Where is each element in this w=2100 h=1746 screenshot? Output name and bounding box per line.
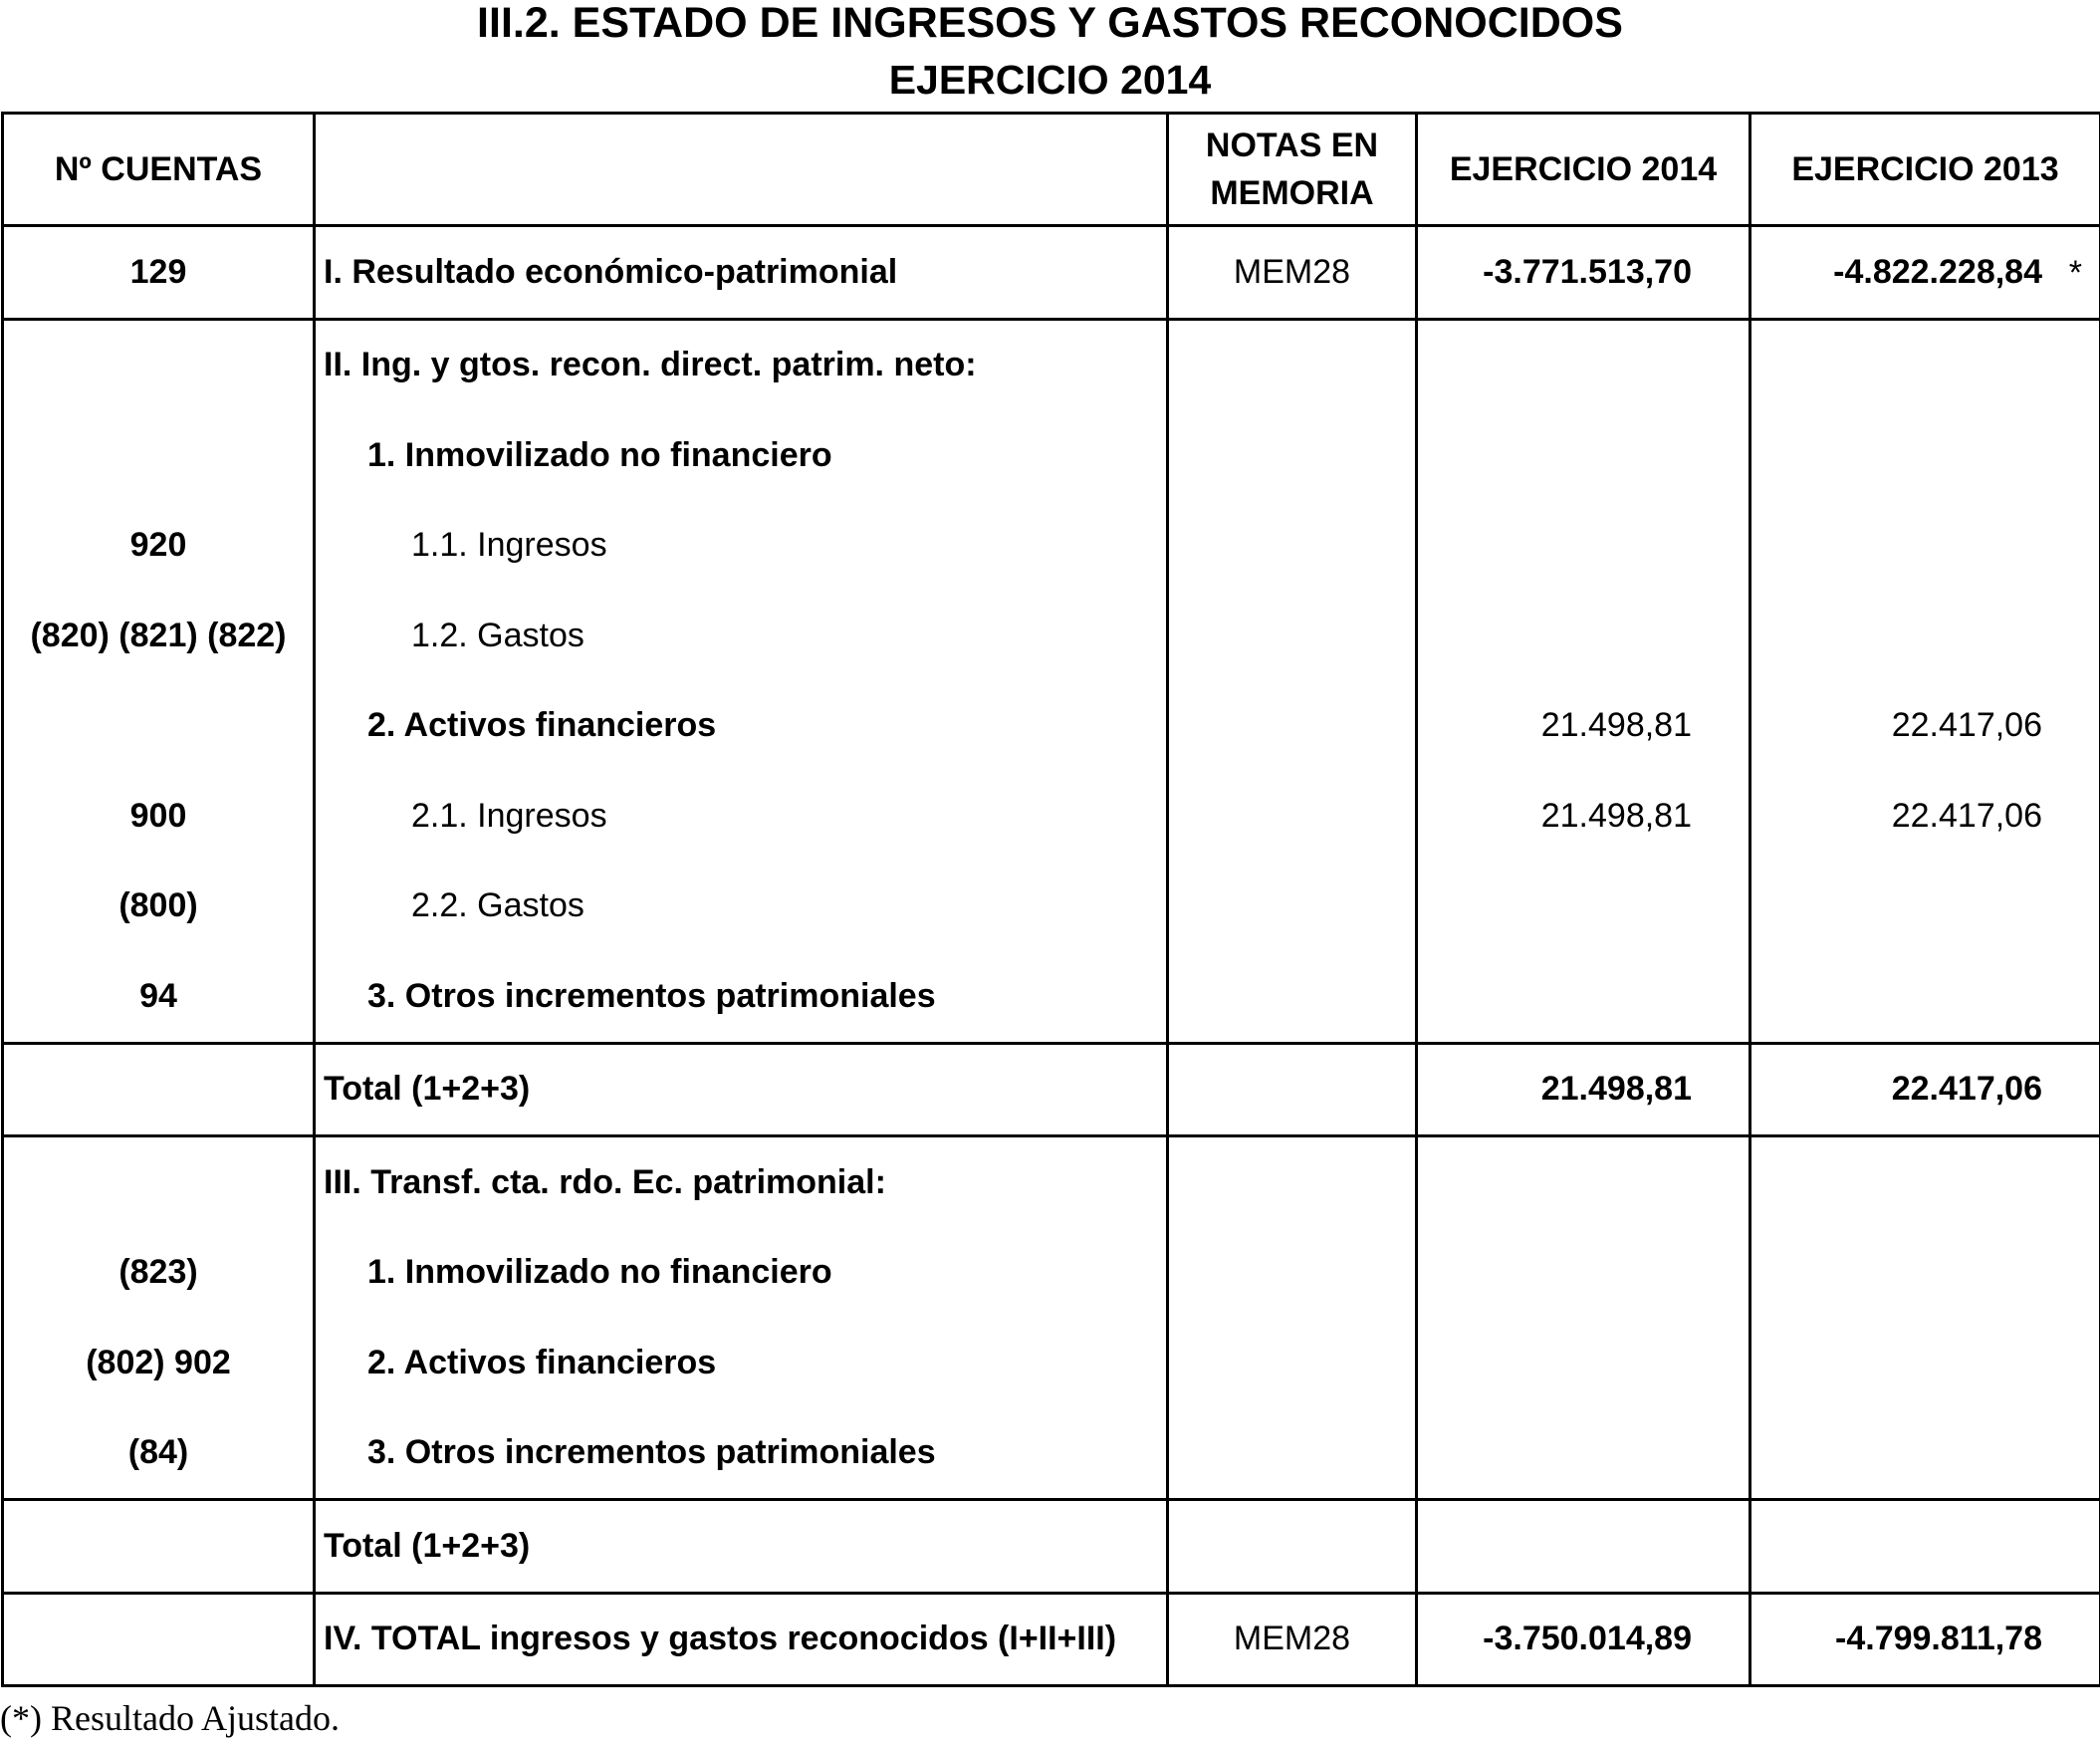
concepto-cell [315, 1043, 1168, 1136]
ej2013-cell [1750, 226, 2100, 320]
total-label: Total (1+2+3) [324, 1526, 531, 1565]
ej2013-value [1751, 862, 2099, 952]
table-row-total-III [3, 1500, 2100, 1594]
cuentas-cell [3, 1593, 315, 1686]
concepto-cell [315, 226, 1168, 320]
notas-cell: MEM28 [1168, 1593, 1417, 1686]
ej2014-value [1418, 862, 1749, 952]
ej2014-cell [1417, 1136, 1750, 1500]
ej2013-value: 22.417,06 [1891, 706, 2042, 745]
ej2014-value [1418, 1501, 1749, 1592]
header-concepto [315, 114, 1168, 226]
ej2014-cell [1417, 319, 1750, 1043]
table-header-row [3, 114, 2100, 226]
cuentas-value: (820) (821) (822) [30, 616, 287, 654]
ej2013-cell [1750, 1136, 2100, 1500]
subsection-label: 2. Activos financieros [367, 706, 717, 745]
ej2014-cell [1417, 1500, 1750, 1594]
cuentas-value [4, 321, 313, 411]
header-notas-line2: MEMORIA [1210, 174, 1374, 212]
cuentas-cell [3, 319, 315, 1043]
item-label: 2.1. Ingresos [411, 796, 607, 835]
ej2013-cell [1750, 1043, 2100, 1136]
ej2013-value [1751, 951, 2099, 1042]
item-label: 2.2. Gastos [411, 886, 584, 925]
header-ejercicio-2014: EJERCICIO 2014 [1417, 114, 1750, 226]
header-notas-line1: NOTAS EN [1205, 125, 1379, 164]
subsection-label: 1. Inmovilizado no financiero [367, 1253, 832, 1292]
concepto-cell [315, 1500, 1168, 1594]
table-row-total-II [3, 1043, 2100, 1136]
notas-cell [1168, 1500, 1417, 1594]
subsection-label: 3. Otros incrementos patrimoniales [367, 976, 936, 1015]
table-block-III [3, 1136, 2100, 1500]
cuentas-value: (800) [118, 886, 198, 925]
cuentas-value [4, 1137, 313, 1228]
header-cuentas: Nº CUENTAS [3, 114, 315, 226]
page-subtitle: EJERCICIO 2014 [888, 57, 1212, 103]
notas-cell [1168, 319, 1417, 1043]
table-block-II [3, 319, 2100, 1043]
cuentas-value: 900 [129, 796, 187, 835]
cuentas-cell [3, 1136, 315, 1500]
ej2014-cell [1417, 1593, 1750, 1686]
cuentas-value: 920 [129, 526, 187, 565]
subsection-label: 3. Otros incrementos patrimoniales [367, 1433, 936, 1472]
item-label: 1.1. Ingresos [411, 526, 607, 565]
ej2014-value [1418, 410, 1749, 501]
cuentas-cell [3, 1043, 315, 1136]
adjusted-mark: * [2068, 254, 2082, 292]
cuentas-value: (802) 902 [86, 1343, 231, 1381]
total-label: Total (1+2+3) [324, 1070, 531, 1109]
ej2014-value [1418, 321, 1749, 411]
table-row-total-IV [3, 1593, 2100, 1686]
cuentas-value: (84) [127, 1433, 189, 1472]
concepto-cell [315, 319, 1168, 1043]
ej2013-cell [1750, 1500, 2100, 1594]
notas-cell [1168, 1136, 1417, 1500]
cuentas-value [4, 410, 313, 501]
cuentas-value [4, 681, 313, 772]
cuentas-value: (823) [118, 1253, 198, 1292]
ej2014-value [1418, 591, 1749, 681]
ej2013-value [1751, 591, 2099, 681]
ej2013-value [1751, 410, 2099, 501]
ej2014-value: -3.771.513,70 [1483, 252, 1692, 291]
ej2013-cell [1750, 319, 2100, 1043]
ej2013-value [1751, 321, 2099, 411]
ej2014-cell [1417, 1043, 1750, 1136]
cuentas-cell: 129 [3, 226, 315, 320]
ej2013-value: 22.417,06 [1891, 796, 2042, 835]
table-row-resultado [3, 226, 2100, 320]
ej2013-value: 22.417,06 [1891, 1070, 2042, 1109]
concepto-cell [315, 1136, 1168, 1500]
ej2014-value: -3.750.014,89 [1483, 1620, 1692, 1658]
ej2014-value: 21.498,81 [1540, 796, 1692, 835]
ej2013-cell [1750, 1593, 2100, 1686]
ej2013-value: -4.822.228,84 [1833, 252, 2042, 291]
footnote: (*) Resultado Ajustado. [0, 1698, 340, 1738]
ej2013-value: -4.799.811,78 [1835, 1620, 2042, 1658]
grand-total-label: IV. TOTAL ingresos y gastos reconocidos (I+II+III) [324, 1620, 1117, 1658]
ej2014-value: 21.498,81 [1540, 1070, 1692, 1109]
cuentas-cell [3, 1500, 315, 1594]
notas-cell [1168, 1043, 1417, 1136]
section-heading: III. Transf. cta. rdo. Ec. patrimonial: [324, 1162, 886, 1201]
notas-cell: MEM28 [1168, 226, 1417, 320]
page-title: III.2. ESTADO DE INGRESOS Y GASTOS RECONOCIDOS [477, 0, 1623, 47]
income-expense-table [1, 112, 2100, 1687]
subsection-label: 1. Inmovilizado no financiero [367, 435, 832, 474]
item-label: 1.2. Gastos [411, 616, 584, 654]
concepto-cell [315, 1593, 1168, 1686]
header-notas [1168, 114, 1417, 226]
ej2013-value [1751, 501, 2099, 592]
ej2014-value [1418, 501, 1749, 592]
concepto-label: I. Resultado económico-patrimonial [324, 252, 898, 291]
section-heading: II. Ing. y gtos. recon. direct. patrim. neto: [324, 346, 977, 384]
ej2014-cell [1417, 226, 1750, 320]
header-ejercicio-2013: EJERCICIO 2013 [1750, 114, 2100, 226]
ej2014-value: 21.498,81 [1540, 706, 1692, 745]
subsection-label: 2. Activos financieros [367, 1343, 717, 1381]
ej2013-value [1751, 1501, 2099, 1592]
cuentas-value: 94 [139, 976, 177, 1015]
ej2014-value [1418, 951, 1749, 1042]
